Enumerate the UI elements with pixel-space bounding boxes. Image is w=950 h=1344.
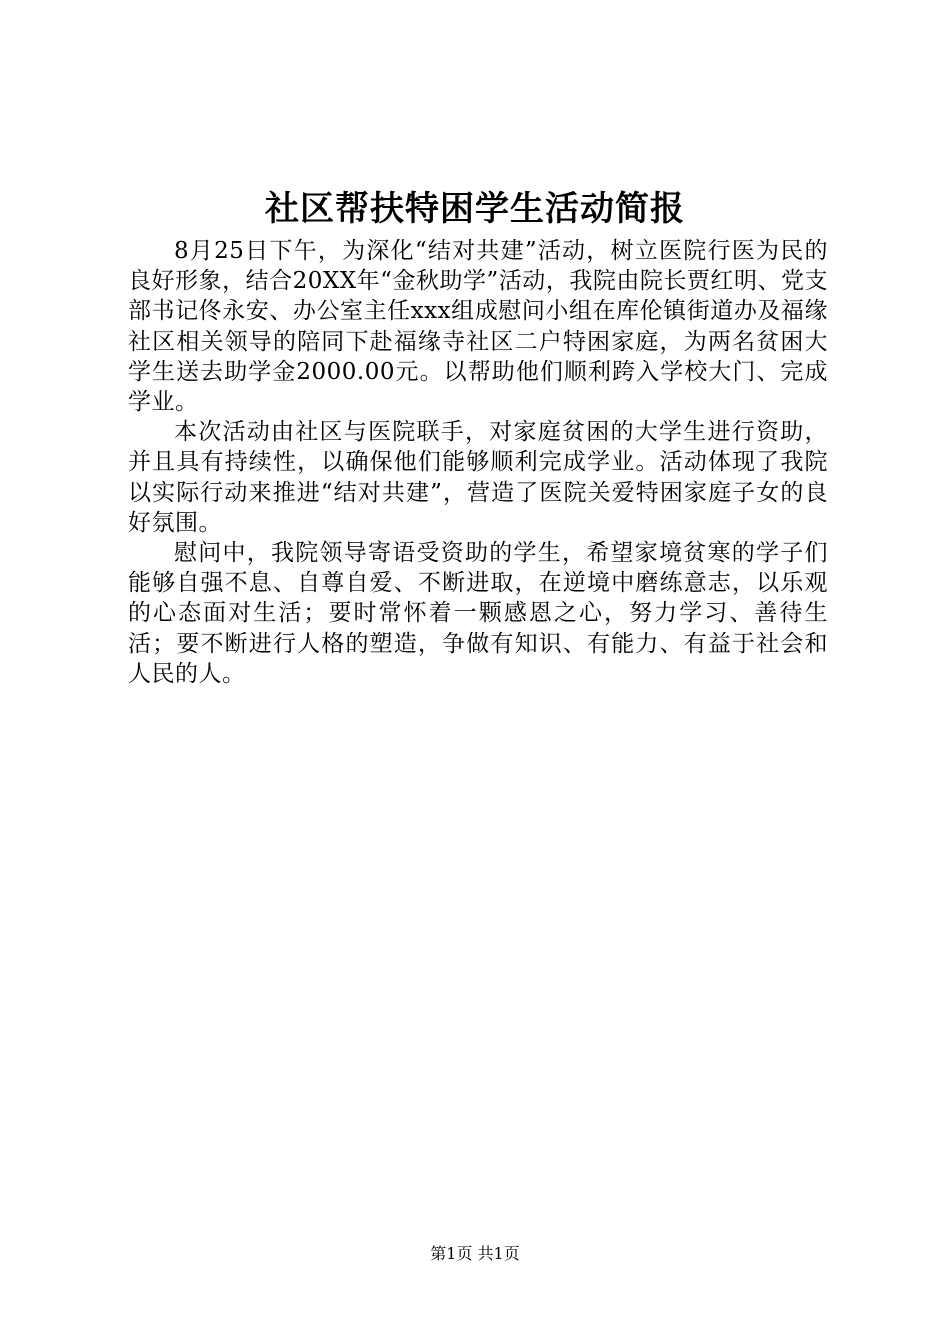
paragraph-2: 本次活动由社区与医院联手，对家庭贫困的大学生进行资助，并且具有持续性，以确保他们能够顺利完成学业。活动体现了我院以实际行动来推进“结对共建”，营造了医院关爱特困家庭子女的良好氛围。 (128, 419, 828, 536)
paragraph-1: 8月25日下午，为深化“结对共建”活动，树立医院行医为民的良好形象，结合20XX年“金秋助学”活动，我院由院长贾红明、党支部书记佟永安、办公室主任xxx组成慰问小组在库伦镇街道办及福缘社区相关领导的陪同下赴福缘寺社区二户特困家庭，为两名贫困大学生送去助学金2000.00元。以帮助他们顺利跨入学校大门、完成学业。 (128, 238, 828, 416)
paragraph-3: 慰问中，我院领导寄语受资助的学生，希望家境贫寒的学子们能够自强不息、自尊自爱、不断进取，在逆境中磨练意志，以乐观的心态面对生活；要时常怀着一颗感恩之心，努力学习、善待生活；要不断进行人格的塑造，争做有知识、有能力、有益于社会和人民的人。 (128, 540, 828, 687)
page-footer: 第1页 共1页 (430, 1244, 520, 1263)
document-title: 社区帮扶特困学生活动简报 (265, 189, 685, 229)
document-body (128, 236, 828, 689)
